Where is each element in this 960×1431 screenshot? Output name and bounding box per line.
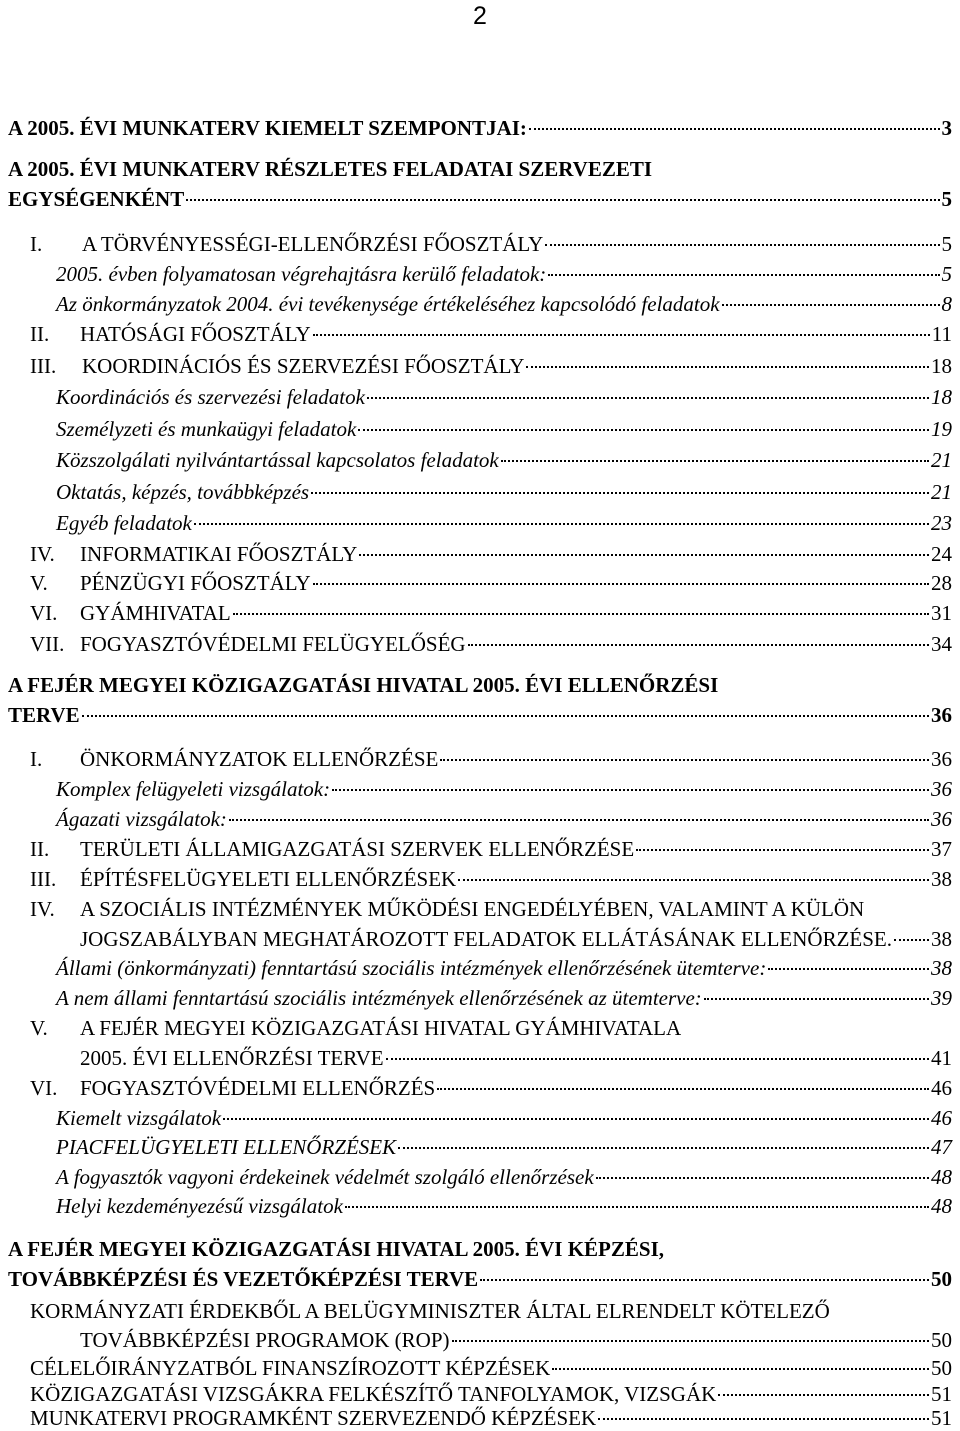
toc-entry-title: GYÁMHIVATAL (80, 601, 231, 625)
toc-page-number: 39 (931, 986, 952, 1010)
toc-section-number: IV. (30, 542, 55, 566)
toc-entry[interactable] (8, 1237, 952, 1262)
toc-entry[interactable] (56, 417, 952, 442)
toc-dot-leader (501, 460, 929, 462)
toc-section-number: II. (30, 837, 50, 861)
toc-entry[interactable] (56, 1194, 952, 1219)
toc-entry[interactable] (80, 837, 952, 862)
toc-page-number: 41 (931, 1046, 952, 1070)
toc-page-number: 38 (931, 956, 952, 980)
toc-entry[interactable] (80, 747, 952, 772)
toc-entry[interactable] (30, 1356, 952, 1381)
toc-dot-leader (468, 644, 929, 646)
toc-entry[interactable] (80, 1328, 952, 1353)
toc-page-number: 18 (931, 385, 952, 409)
toc-page-number: 36 (931, 777, 952, 801)
toc-page-number: 34 (931, 632, 952, 656)
toc-entry[interactable] (80, 867, 952, 892)
toc-page-number: 50 (931, 1328, 952, 1352)
toc-entry-title: PÉNZÜGYI FŐOSZTÁLY (80, 571, 311, 595)
toc-entry[interactable] (56, 807, 952, 832)
toc-entry-title: A nem állami fenntartású szociális intézmények ellenőrzésének az ütemterve: (56, 986, 702, 1010)
toc-page-number: 3 (941, 116, 952, 140)
toc-entry-title: ÖNKORMÁNYZATOK ELLENŐRZÉSE (80, 747, 439, 771)
toc-entry-title: Az önkormányzatok 2004. évi tevékenysége értékeléséhez kapcsolódó feladatok (56, 292, 720, 316)
toc-entry-title: Egyéb feladatok (56, 511, 192, 535)
toc-entry[interactable] (80, 927, 952, 952)
toc-page-number: 36 (931, 703, 952, 727)
toc-entry-title: TERÜLETI ÁLLAMIGAZGATÁSI SZERVEK ELLENŐRZÉSE (80, 837, 635, 861)
toc-dot-leader (722, 304, 940, 306)
toc-page-number: 28 (931, 571, 952, 595)
toc-entry[interactable] (80, 897, 952, 922)
toc-dot-leader (529, 128, 940, 130)
toc-dot-leader (332, 789, 929, 791)
toc-entry[interactable] (80, 1016, 952, 1041)
toc-dot-leader (367, 397, 929, 399)
toc-dot-leader (82, 715, 929, 717)
toc-entry-title: A FEJÉR MEGYEI KÖZIGAZGATÁSI HIVATAL GYÁMHIVATALA (80, 1016, 682, 1040)
toc-dot-leader (233, 613, 929, 615)
toc-dot-leader (704, 998, 929, 1000)
toc-entry[interactable] (56, 448, 952, 473)
toc-entry[interactable] (56, 480, 952, 505)
toc-page-number: 31 (931, 601, 952, 625)
toc-entry-title: HATÓSÁGI FŐOSZTÁLY (80, 322, 311, 346)
toc-dot-leader (596, 1177, 929, 1179)
toc-section-number: VI. (30, 1076, 58, 1100)
toc-entry-title: Komplex felügyeleti vizsgálatok: (56, 777, 331, 801)
toc-page-number: 50 (931, 1356, 952, 1380)
toc-dot-leader (458, 879, 929, 881)
toc-entry[interactable] (80, 542, 952, 567)
toc-entry-title: TERVE (8, 703, 80, 727)
toc-dot-leader (480, 1279, 929, 1281)
toc-page-number: 47 (931, 1135, 952, 1159)
toc-entry-title: A fogyasztók vagyoni érdekeinek védelmét szolgáló ellenőrzések (56, 1165, 594, 1189)
toc-page-number: 51 (931, 1382, 952, 1406)
toc-entry-title: INFORMATIKAI FŐOSZTÁLY (80, 542, 358, 566)
toc-page-number: 38 (931, 927, 952, 951)
toc-page-number: 5 (941, 187, 952, 211)
toc-entry-title: Közszolgálati nyilvántartással kapcsolatos feladatok (56, 448, 499, 472)
toc-page-number: 8 (941, 292, 952, 316)
toc-dot-leader (598, 1418, 929, 1420)
toc-entry-title: A TÖRVÉNYESSÉGI-ELLENŐRZÉSI FŐOSZTÁLY (82, 232, 544, 256)
toc-entry[interactable] (56, 262, 952, 287)
toc-dot-leader (636, 849, 929, 851)
toc-dot-leader (359, 554, 929, 556)
toc-section-number: I. (30, 747, 43, 771)
toc-dot-leader (545, 244, 939, 246)
toc-page-number: 37 (931, 837, 952, 861)
toc-entry[interactable] (8, 187, 952, 212)
page-number: 2 (473, 2, 487, 30)
toc-dot-leader (223, 1118, 929, 1120)
toc-dot-leader (440, 759, 929, 761)
toc-entry-title: Személyzeti és munkaügyi feladatok (56, 417, 357, 441)
toc-entry-title: MUNKATERVI PROGRAMKÉNT SZERVEZENDŐ KÉPZÉSEK (30, 1406, 597, 1430)
toc-entry[interactable] (56, 777, 952, 802)
toc-entry-title: A FEJÉR MEGYEI KÖZIGAZGATÁSI HIVATAL 2005. ÉVI KÉPZÉSI, (8, 1237, 665, 1261)
toc-dot-leader (718, 1394, 929, 1396)
toc-page-number: 21 (931, 448, 952, 472)
toc-entry[interactable] (8, 673, 952, 698)
toc-dot-leader (526, 366, 929, 368)
toc-entry[interactable] (30, 1299, 952, 1324)
toc-dot-leader (194, 523, 929, 525)
toc-entry-title: KOORDINÁCIÓS ÉS SZERVEZÉSI FŐOSZTÁLY (82, 354, 525, 378)
toc-entry-title: 2005. évben folyamatosan végrehajtásra kerülő feladatok: (56, 262, 547, 286)
toc-entry-title: TOVÁBBKÉPZÉSI PROGRAMOK (ROP) (80, 1328, 450, 1352)
toc-page-number: 19 (931, 417, 952, 441)
toc-entry-title: A SZOCIÁLIS INTÉZMÉNYEK MŰKÖDÉSI ENGEDÉLYÉBEN, VALAMINT A KÜLÖN (80, 897, 865, 921)
toc-entry[interactable] (80, 1046, 952, 1071)
toc-dot-leader (358, 429, 929, 431)
toc-entry-title: FOGYASZTÓVÉDELMI FELÜGYELŐSÉG (80, 632, 466, 656)
toc-entry[interactable] (8, 703, 952, 728)
toc-entry[interactable] (80, 632, 952, 657)
toc-entry[interactable] (82, 354, 952, 379)
toc-page-number: 46 (931, 1106, 952, 1130)
toc-entry[interactable] (30, 1382, 952, 1407)
toc-section-number: VI. (30, 601, 58, 625)
toc-entry-title: KÖZIGAZGATÁSI VIZSGÁKRA FELKÉSZÍTŐ TANFOLYAMOK, VIZSGÁK (30, 1382, 717, 1406)
toc-page-number: 48 (931, 1194, 952, 1218)
toc-entry[interactable] (8, 116, 952, 141)
toc-dot-leader (313, 583, 929, 585)
toc-entry-title: Kiemelt vizsgálatok (56, 1106, 222, 1130)
toc-dot-leader (548, 274, 939, 276)
toc-entry-title: A FEJÉR MEGYEI KÖZIGAZGATÁSI HIVATAL 2005. ÉVI ELLENŐRZÉSI (8, 673, 719, 697)
toc-entry[interactable] (80, 601, 952, 626)
toc-page-number: 5 (941, 262, 952, 286)
toc-section-number: V. (30, 1016, 48, 1040)
toc-entry[interactable] (56, 1106, 952, 1131)
toc-entry-title: TOVÁBBKÉPZÉSI ÉS VEZETŐKÉPZÉSI TERVE (8, 1267, 479, 1291)
toc-section-number: VII. (30, 632, 65, 656)
toc-section-number: I. (30, 232, 43, 256)
toc-entry-title: KORMÁNYZATI ÉRDEKBŐL A BELÜGYMINISZTER ÁLTAL ELRENDELT KÖTELEZŐ (30, 1299, 830, 1323)
toc-entry-title: Ágazati vizsgálatok: (56, 807, 227, 831)
toc-section-number: IV. (30, 897, 55, 921)
toc-dot-leader (186, 199, 939, 201)
toc-dot-leader (768, 968, 929, 970)
toc-page-number: 38 (931, 867, 952, 891)
toc-entry[interactable] (8, 1267, 952, 1292)
toc-page-number: 48 (931, 1165, 952, 1189)
toc-page-number: 50 (931, 1267, 952, 1291)
toc-page-number: 24 (931, 542, 952, 566)
toc-entry-title: 2005. ÉVI ELLENŐRZÉSI TERVE (80, 1046, 384, 1070)
toc-entry[interactable] (80, 322, 952, 347)
toc-dot-leader (345, 1206, 929, 1208)
toc-entry-title: Oktatás, képzés, továbbképzés (56, 480, 310, 504)
toc-page-number: 21 (931, 480, 952, 504)
toc-page-number: 46 (931, 1076, 952, 1100)
toc-entry[interactable] (8, 157, 952, 182)
toc-entry[interactable] (56, 1165, 952, 1190)
toc-entry-title: EGYSÉGENKÉNT (8, 187, 185, 211)
toc-entry-title: A 2005. ÉVI MUNKATERV KIEMELT SZEMPONTJAI: (8, 116, 527, 140)
toc-dot-leader (229, 819, 929, 821)
toc-section-number: III. (30, 354, 57, 378)
toc-dot-leader (398, 1147, 929, 1149)
toc-page-number: 36 (931, 747, 952, 771)
toc-page-number: 51 (931, 1406, 952, 1430)
toc-dot-leader (894, 939, 929, 941)
toc-dot-leader (311, 492, 929, 494)
toc-entry[interactable] (56, 986, 952, 1011)
toc-entry[interactable] (56, 511, 952, 536)
toc-entry-title: ÉPÍTÉSFELÜGYELETI ELLENŐRZÉSEK (80, 867, 457, 891)
toc-entry-title: A 2005. ÉVI MUNKATERV RÉSZLETES FELADATAI SZERVEZETI (8, 157, 653, 181)
toc-dot-leader (452, 1340, 930, 1342)
toc-section-number: V. (30, 571, 48, 595)
toc-page-number: 23 (931, 511, 952, 535)
toc-entry-title: JOGSZABÁLYBAN MEGHATÁROZOTT FELADATOK ELLÁTÁSÁNAK ELLENŐRZÉSE. (80, 927, 893, 951)
toc-entry-title: Koordinációs és szervezési feladatok (56, 385, 365, 409)
toc-entry-title: FOGYASZTÓVÉDELMI ELLENŐRZÉS (80, 1076, 436, 1100)
toc-dot-leader (437, 1088, 929, 1090)
toc-section-number: II. (30, 322, 50, 346)
toc-entry-title: Állami (önkormányzati) fenntartású szociális intézmények ellenőrzésének ütemterve: (56, 956, 767, 980)
toc-page-number: 36 (931, 807, 952, 831)
toc-entry[interactable] (56, 956, 952, 981)
toc-entry[interactable] (82, 232, 952, 257)
toc-page-number: 5 (941, 232, 952, 256)
toc-page-number: 18 (931, 354, 952, 378)
toc-dot-leader (313, 334, 930, 336)
toc-entry[interactable] (80, 571, 952, 596)
toc-entry[interactable] (56, 292, 952, 317)
toc-entry[interactable] (56, 385, 952, 410)
toc-dot-leader (386, 1058, 929, 1060)
toc-dot-leader (552, 1368, 929, 1370)
toc-entry[interactable] (30, 1406, 952, 1431)
toc-page-number: 11 (931, 322, 952, 346)
toc-entry-title: PIACFELÜGYELETI ELLENŐRZÉSEK (56, 1135, 397, 1159)
toc-entry-title: CÉLELŐIRÁNYZATBÓL FINANSZÍROZOTT KÉPZÉSEK (30, 1356, 551, 1380)
toc-section-number: III. (30, 867, 57, 891)
toc-entry[interactable] (80, 1076, 952, 1101)
toc-entry-title: Helyi kezdeményezésű vizsgálatok (56, 1194, 343, 1218)
toc-entry[interactable] (56, 1135, 952, 1160)
